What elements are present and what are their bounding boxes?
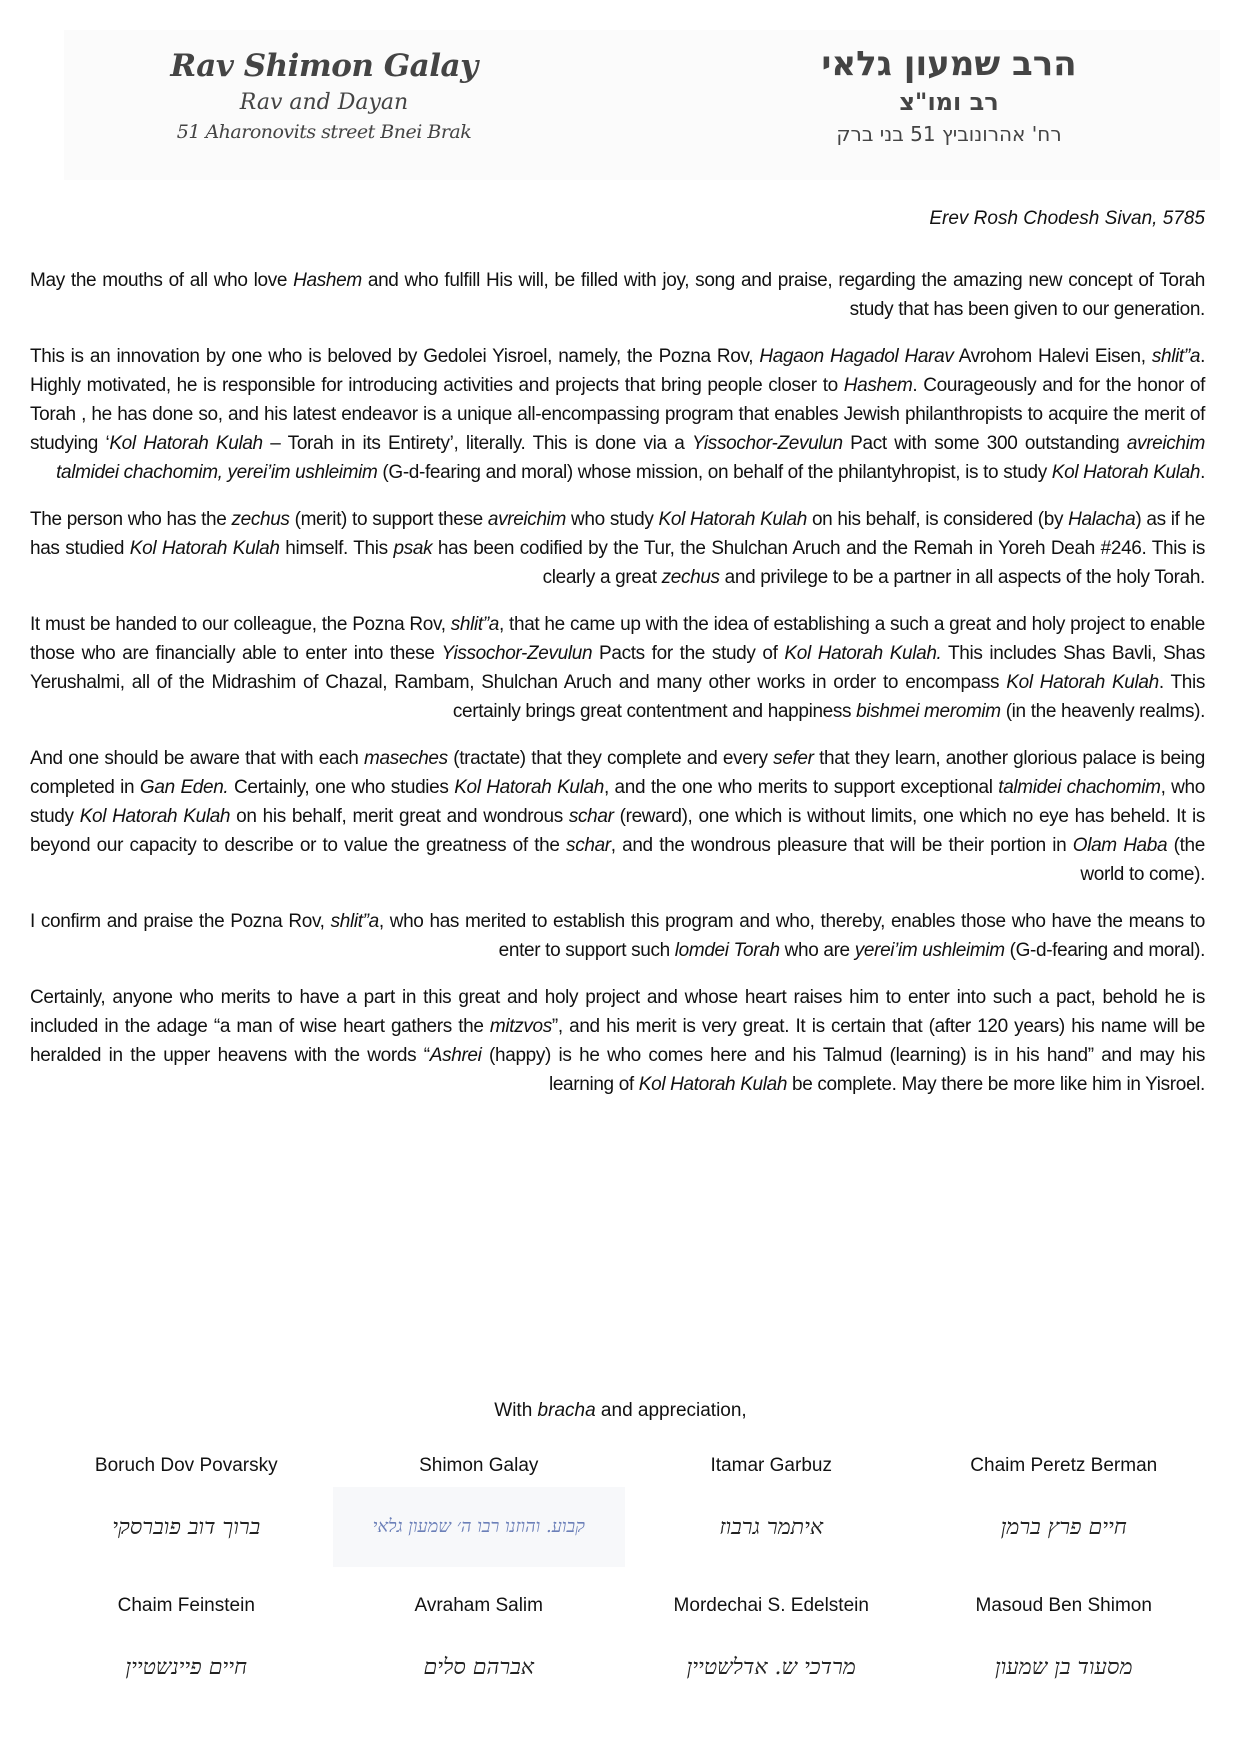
- text-run: May the mouths of all who love: [30, 270, 294, 291]
- signatory-name: Itamar Garbuz: [710, 1455, 832, 1476]
- text-run: (in the heavenly realms).: [1000, 701, 1205, 722]
- italic-text: mitzvos: [489, 1016, 552, 1037]
- text-run: (tractate) that they complete and every: [447, 748, 774, 769]
- text-run: , and the wondrous pleasure that will be their portion in: [610, 835, 1073, 856]
- text-run: The person who has the: [30, 509, 232, 530]
- letterhead-hebrew: [724, 44, 1174, 146]
- italic-text: Ashrei: [429, 1045, 482, 1066]
- paragraph: [30, 610, 1205, 726]
- text-run: ”, and his merit is very great. It is certain that (after 120 years) his name will be heralded in the upper heavens with the words “: [30, 1016, 1205, 1066]
- text-run: And one should be aware that with each: [30, 748, 364, 769]
- italic-text: Kol Hatorah Kulah: [1051, 462, 1201, 483]
- text-run: . Courageously and for the honor of Torah , he has done so, and his latest endeavor is a unique all-encompassing program that enables Jewish philanthropists to acquire the merit of studying ‘: [30, 375, 1205, 454]
- italic-text: Kol Hatorah Kulah: [454, 777, 604, 798]
- text-run: (reward), one which is without limits, one which no eye has beheld. It is beyond our capacity to describe or to value the greatness of the: [30, 806, 1205, 856]
- signatory: [40, 1455, 333, 1567]
- closing-prefix: With: [494, 1400, 538, 1421]
- italic-text: bishmei meromim: [856, 701, 1001, 722]
- text-run: (G-d-fearing and moral).: [1004, 940, 1205, 961]
- italic-text: yerei’im ushleimim: [854, 940, 1005, 961]
- handwritten-signature: [625, 1627, 918, 1707]
- text-run: It must be handed to our colleague, the Pozna Rov,: [30, 614, 451, 635]
- italic-text: Kol Hatorah Kulah: [79, 806, 231, 827]
- handwritten-signature: [40, 1627, 333, 1707]
- handwritten-signature: [918, 1627, 1211, 1707]
- text-run: , that he came up with the idea of establishing a such a great and holy project to enable those who are financially able to enter into these: [30, 614, 1205, 664]
- signatory: [40, 1595, 333, 1707]
- italic-text: sefer: [773, 748, 814, 769]
- closing-suffix: and appreciation,: [595, 1400, 747, 1421]
- italic-text: avreichim talmidei chachomim, yerei’im ushleimim: [56, 433, 1205, 483]
- italic-text: Halacha: [1068, 509, 1136, 530]
- italic-text: schar: [566, 835, 611, 856]
- text-run: ) as if he has studied: [30, 509, 1205, 559]
- letterhead-role-hebrew: רב ומו"צ: [899, 88, 999, 116]
- handwritten-signature: [333, 1627, 626, 1707]
- signatories: [40, 1455, 1210, 1707]
- text-run: This is an innovation by one who is beloved by Gedolei Yisroel, namely, the Pozna Rov,: [30, 346, 760, 367]
- italic-text: Hashem: [843, 375, 913, 396]
- letterhead-name-english: Rav Shimon Galay: [170, 48, 478, 84]
- signatory-name: Shimon Galay: [419, 1455, 539, 1476]
- letterhead-address-english: 51 Aharonovits street Bnei Brak: [176, 121, 472, 143]
- closing-italic: bracha: [537, 1400, 596, 1421]
- signatory: [918, 1455, 1211, 1567]
- signature-text: אברהם סלים: [423, 1655, 535, 1680]
- italic-text: Kol Hatorah Kulah: [638, 1074, 788, 1095]
- signatory-name: Chaim Peretz Berman: [970, 1455, 1158, 1476]
- text-run: , who study: [30, 777, 1205, 827]
- signatory-name: Chaim Feinstein: [117, 1595, 255, 1616]
- signatory: [625, 1595, 918, 1707]
- text-run: that they learn, another glorious palace is being completed in: [30, 748, 1205, 798]
- text-run: (G-d-fearing and moral) whose mission, on behalf of the philantyhropist, is to study: [377, 462, 1052, 483]
- text-run: – Torah in its Entirety’, literally. This is done via a: [262, 433, 692, 454]
- text-run: , and the one who merits to support exceptional: [603, 777, 999, 798]
- italic-text: Yissochor-Zevulun: [441, 643, 593, 664]
- paragraph: [30, 505, 1205, 592]
- text-run: and privilege to be a partner in all aspects of the holy Torah.: [719, 567, 1205, 588]
- signature-text: חיים פרץ ברמן: [1000, 1515, 1127, 1540]
- signatory-name: Mordechai S. Edelstein: [673, 1595, 869, 1616]
- text-run: Pacts for the study of: [592, 643, 785, 664]
- signature-text: קבוע. והוזנו רבו ה׳ שמעון גלאי: [372, 1516, 585, 1537]
- text-run: I confirm and praise the Pozna Rov,: [30, 911, 331, 932]
- signature-text: מסעוד בן שמעון: [995, 1655, 1133, 1680]
- text-run: and who fulfill His will, be filled with joy, song and praise, regarding the amazing new concept of Torah study that has been given to our generation.: [361, 270, 1206, 320]
- text-run: on his behalf, merit great and wondrous: [230, 806, 569, 827]
- handwritten-signature: [625, 1487, 918, 1567]
- paragraph: [30, 266, 1205, 324]
- italic-text: zechus: [661, 567, 720, 588]
- text-run: . This certainly brings great contentment and happiness: [452, 672, 1205, 722]
- handwritten-signature: [918, 1487, 1211, 1567]
- text-run: who study: [566, 509, 659, 530]
- italic-text: zechus: [231, 509, 290, 530]
- italic-text: shlit”a: [450, 614, 500, 635]
- italic-text: Olam Haba: [1072, 835, 1168, 856]
- signatory: [918, 1595, 1211, 1707]
- text-run: Pact with some 300 outstanding: [842, 433, 1127, 454]
- italic-text: Kol Hatorah Kulah: [1006, 672, 1159, 693]
- italic-text: maseches: [364, 748, 448, 769]
- italic-text: Yissochor-Zevulun: [691, 433, 843, 454]
- text-run: This includes Shas Bavli, Shas Yerushalmi, all of the Midrashim of Chazal, Rambam, Shulchan Aruch and many other works in order to encompass: [30, 643, 1206, 693]
- text-run: who are: [779, 940, 855, 961]
- text-run: (merit) to support these: [289, 509, 488, 530]
- text-run: (the world to come).: [1080, 835, 1205, 885]
- text-run: be complete. May there be more like him in Yisroel.: [787, 1074, 1205, 1095]
- letterhead: [64, 30, 1220, 180]
- text-run: (happy) is he who comes here and his Talmud (learning) is in his hand” and may his learning of: [481, 1045, 1205, 1095]
- handwritten-signature: [333, 1487, 626, 1567]
- letterhead-english: [134, 48, 514, 143]
- handwritten-signature: [40, 1487, 333, 1567]
- italic-text: shlit”a: [330, 911, 379, 932]
- letterhead-name-hebrew: הרב שמעון גלאי: [821, 44, 1077, 84]
- signature-text: איתמר גרבוז: [719, 1515, 824, 1540]
- text-run: .: [1200, 462, 1205, 483]
- text-run: Certainly, anyone who merits to have a part in this great and holy project and whose heart raises him to enter into such a pact, behold he is included in the adage “a man of wise heart gathers the: [30, 987, 1205, 1037]
- italic-text: Hagaon Hagadol Harav: [759, 346, 954, 367]
- italic-text: Kol Hatorah Kulah: [658, 509, 807, 530]
- signatory: [333, 1595, 626, 1707]
- signatory: [333, 1455, 626, 1567]
- text-run: Certainly, one who studies: [228, 777, 455, 798]
- text-run: has been codified by the Tur, the Shulchan Aruch and the Remah in Yoreh Deah #246. This is clearly a great: [432, 538, 1205, 588]
- letter-body: [30, 266, 1205, 1117]
- italic-text: Kol Hatorah Kulah: [129, 538, 280, 559]
- text-run: , who has merited to establish this program and who, thereby, enables those who have the means to enter to support such: [378, 911, 1205, 961]
- signature-text: חיים פיינשטיין: [125, 1655, 247, 1680]
- italic-text: Gan Eden.: [139, 777, 229, 798]
- text-run: . Highly motivated, he is responsible for introducing activities and projects that bring people closer to: [30, 346, 1205, 396]
- text-run: himself. This: [279, 538, 394, 559]
- text-run: on his behalf, is considered (by: [806, 509, 1069, 530]
- signatory-name: Avraham Salim: [414, 1595, 543, 1616]
- signature-text: ברוך דוב פוברסקי: [112, 1515, 261, 1540]
- paragraph: [30, 342, 1205, 487]
- italic-text: shlit”a: [1151, 346, 1201, 367]
- signatory-name: Masoud Ben Shimon: [975, 1595, 1152, 1616]
- italic-text: lomdei Torah: [674, 940, 780, 961]
- italic-text: talmidei chachomim: [998, 777, 1161, 798]
- paragraph: [30, 983, 1205, 1099]
- italic-text: avreichim: [487, 509, 567, 530]
- signature-text: מרדכי ש. אדלשטיין: [686, 1655, 856, 1680]
- italic-text: Hashem: [293, 270, 362, 291]
- signatory-name: Boruch Dov Povarsky: [94, 1455, 278, 1476]
- closing-line: [0, 1400, 1241, 1422]
- letterhead-role-english: Rav and Dayan: [239, 90, 409, 115]
- paragraph: [30, 907, 1205, 965]
- italic-text: schar: [568, 806, 614, 827]
- text-run: Avrohom Halevi Eisen,: [953, 346, 1152, 367]
- signatory: [625, 1455, 918, 1567]
- italic-text: Kol Hatorah Kulah.: [784, 643, 942, 664]
- italic-text: Kol Hatorah Kulah: [109, 433, 263, 454]
- letter-date: Erev Rosh Chodesh Sivan, 5785: [929, 208, 1205, 229]
- italic-text: psak: [393, 538, 433, 559]
- letterhead-address-hebrew: רח' אהרונוביץ 51 בני ברק: [836, 122, 1062, 146]
- paragraph: [30, 744, 1205, 889]
